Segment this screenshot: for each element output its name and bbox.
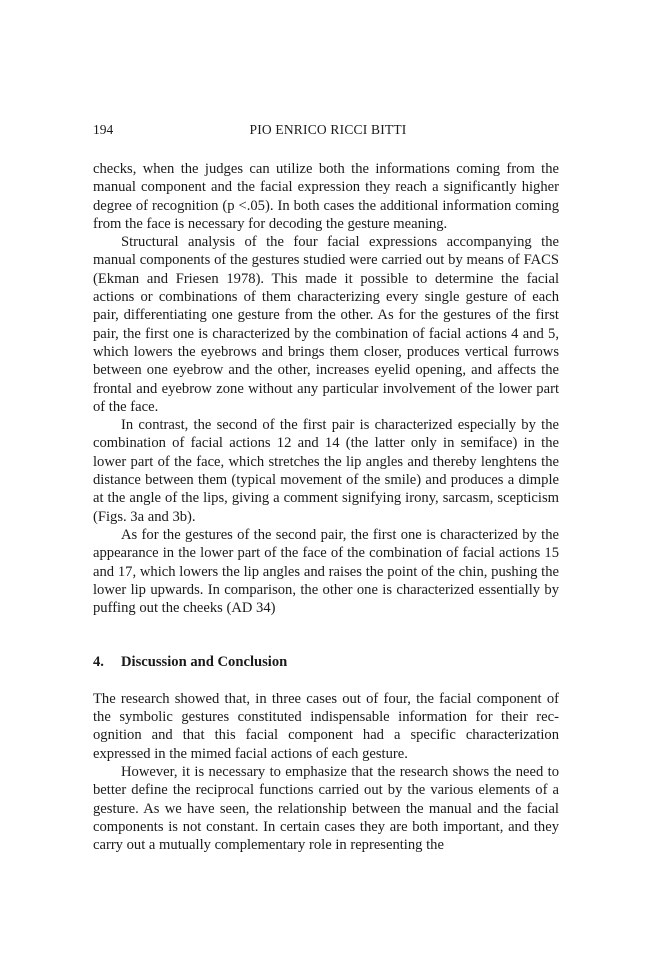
page-number: 194 [93, 122, 114, 137]
header-author: PIO ENRICO RICCI BITTI [249, 122, 407, 137]
section-heading [93, 653, 559, 671]
paragraph-continuation: checks, when the judges can utilize both the informations coming from the manual component and the facial expression they reach a significantly higher degree of recognition (p <.05). In both cases the additional information coming from the face is necessary for decoding the gesture meaning. [93, 161, 559, 232]
paragraph-structural-analysis: Structural analysis of the four facial expressions accompanying the manual components of the gestures studied were carried out by means of FACS (Ekman and Friesen 1978). This made it possible to determine the facial actions or combinations of them characterizing every single gesture of each pair, differentiating one gesture from the other. As for the gestures of the first pair, the first one is characterized by the combination of facial actions 4 and 5, which lowers the eyebrows and brings them closer, produces vertical furrows between one eyebrow and the other, increases eyelid opening, and affects the frontal and eyebrow zone without any particular involvement of the lower part of the face. [93, 234, 559, 415]
paragraph-research-showed: The research showed that, in three cases out of four, the facial component of the symbolic gestures constituted indispensable information for their recognition and that this facial component had a specific characterization expressed in the mimed facial actions of each gesture. [93, 690, 559, 762]
section-number: 4. [93, 654, 104, 671]
paragraph-however: However, it is necessary to emphasize that the research shows the need to better define the reciprocal functions carried out by the various elements of a gesture. As we have seen, the relationship between the manual and the facial components is not constant. In certain cases they are both important, and they carry out a mutually complementary role in representing the [93, 763, 559, 854]
body-text [93, 160, 559, 854]
paragraph-second-pair: As for the gestures of the second pair, the first one is characterized by the appearance in the lower part of the face of the combination of facial actions 15 and 17, which lowers the lip angles and raises the point of the chin, pushing the lower lip upwards. In comparison, the other one is characterized essentially by puffing out the cheeks (AD 34) [93, 526, 559, 617]
section-title: Discussion and Conclusion [121, 654, 288, 671]
running-head [93, 121, 559, 139]
paragraph-in-contrast: In contrast, the second of the first pair is characterized especially by the combination of facial actions 12 and 14 (the latter only in semiface) in the lower part of the face, which stretches the lip angles and thereby lenghtens the distance between them (typical movement of the smile) and produces a dimple at the angle of the lips, giving a comment signifying irony, sarcasm, scepticism (Figs. 3a and 3b). [93, 417, 559, 525]
